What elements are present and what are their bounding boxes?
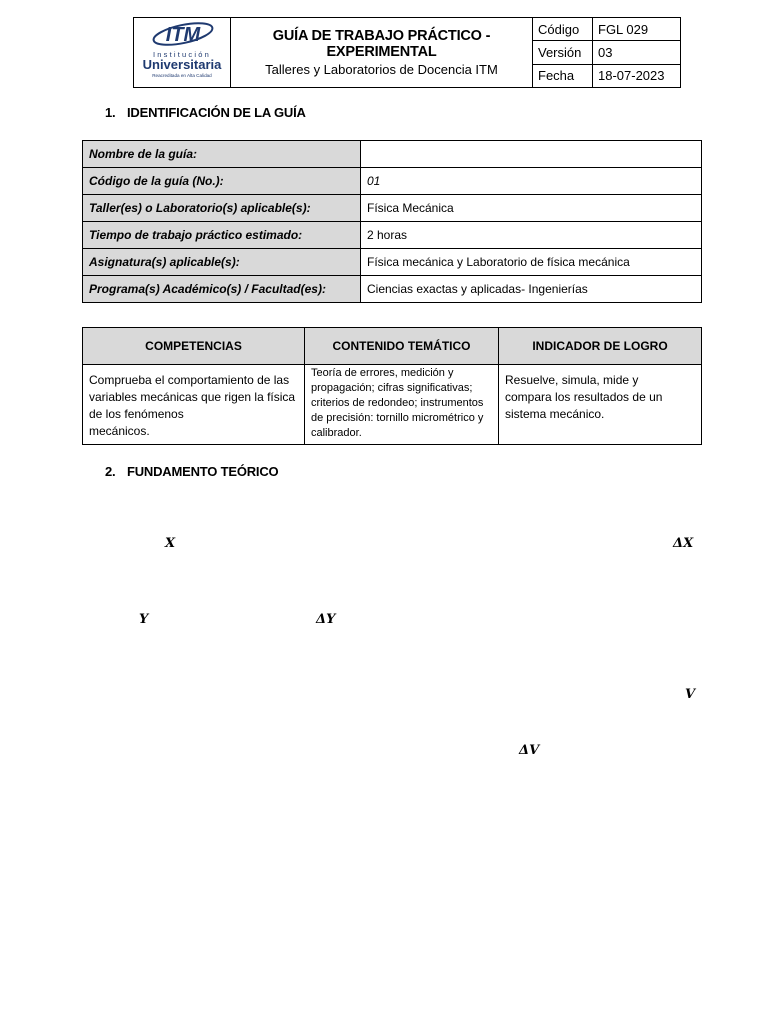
symbol-delta-x: ΔX (673, 536, 694, 551)
meta-label-fecha: Fecha (533, 64, 593, 87)
contenido-line: propagación; cifras significativas; (311, 382, 473, 394)
meta-value-fecha: 18-07-2023 (593, 64, 681, 87)
ident-value (361, 141, 702, 168)
title-cell (231, 18, 533, 88)
section-title: FUNDAMENTO TEÓRICO (127, 464, 279, 479)
ident-label: Programa(s) Académico(s) / Facultad(es): (83, 276, 361, 303)
indicador-line: compara los resultados de un (505, 390, 663, 404)
logo-line2: Universitaria (142, 57, 222, 72)
header-contenido: CONTENIDO TEMÁTICO (305, 328, 499, 365)
indicador-line: Resuelve, simula, mide y (505, 373, 639, 387)
competencia-cell (83, 365, 305, 445)
ident-value: Ciencias exactas y aplicadas- Ingenierías (361, 276, 702, 303)
logo-line3: Reacreditada en Alta Calidad (152, 73, 212, 78)
ident-value: 2 horas (361, 222, 702, 249)
table-row (83, 276, 702, 303)
competencia-line: mecánicos. (89, 424, 150, 438)
competencias-table (82, 327, 702, 445)
section-title: IDENTIFICACIÓN DE LA GUÍA (127, 105, 306, 120)
header-indicador: INDICADOR DE LOGRO (499, 328, 702, 365)
competencia-line: de los fenómenos (89, 407, 184, 421)
table-row (83, 141, 702, 168)
contenido-line: calibrador. (311, 427, 362, 439)
competencia-line: variables mecánicas que rigen la física (89, 390, 296, 404)
table-row (83, 222, 702, 249)
table-row (83, 249, 702, 276)
contenido-line: de precisión: tornillo micrométrico y (311, 412, 484, 424)
indicador-line: sistema mecánico. (505, 407, 605, 421)
identification-table (82, 140, 702, 303)
contenido-line: criterios de redondeo; instrumentos (311, 397, 484, 409)
logo-brand: ITM (165, 24, 201, 46)
logo-line1: Institución (153, 50, 211, 59)
document-header (133, 17, 681, 88)
itm-logo (136, 18, 228, 82)
ident-label: Código de la guía (No.): (83, 168, 361, 195)
symbol-delta-y: ΔY (316, 612, 336, 627)
contenido-line: Teoría de errores, medición y (311, 367, 454, 379)
ident-value: 01 (361, 168, 702, 195)
table-row (83, 168, 702, 195)
ident-label: Tiempo de trabajo práctico estimado: (83, 222, 361, 249)
section-heading-identificacion (105, 105, 306, 120)
meta-value-codigo: FGL 029 (593, 18, 681, 41)
ident-label: Taller(es) o Laboratorio(s) aplicable(s): (83, 195, 361, 222)
symbol-x: X (165, 536, 176, 551)
symbol-delta-v: ΔV (519, 743, 540, 758)
ident-label: Asignatura(s) aplicable(s): (83, 249, 361, 276)
ident-label: Nombre de la guía: (83, 141, 361, 168)
competencia-line: Comprueba el comportamiento de las (89, 373, 290, 387)
meta-value-version: 03 (593, 41, 681, 64)
symbol-y: Y (139, 612, 149, 627)
document-title: GUÍA DE TRABAJO PRÁCTICO - EXPERIMENTAL (272, 28, 491, 60)
contenido-cell (305, 365, 499, 445)
ident-value: Física Mecánica (361, 195, 702, 222)
section-number: 1. (105, 105, 116, 120)
indicador-cell (499, 365, 702, 445)
document-subtitle: Talleres y Laboratorios de Docencia ITM (265, 62, 498, 77)
meta-label-version: Versión (533, 41, 593, 64)
header-competencias: COMPETENCIAS (83, 328, 305, 365)
logo-cell (134, 18, 231, 88)
meta-label-codigo: Código (533, 18, 593, 41)
symbol-v: V (685, 687, 696, 702)
section-heading-fundamento (105, 464, 278, 479)
table-row (83, 195, 702, 222)
ident-value: Física mecánica y Laboratorio de física mecánica (361, 249, 702, 276)
section-number: 2. (105, 464, 116, 479)
